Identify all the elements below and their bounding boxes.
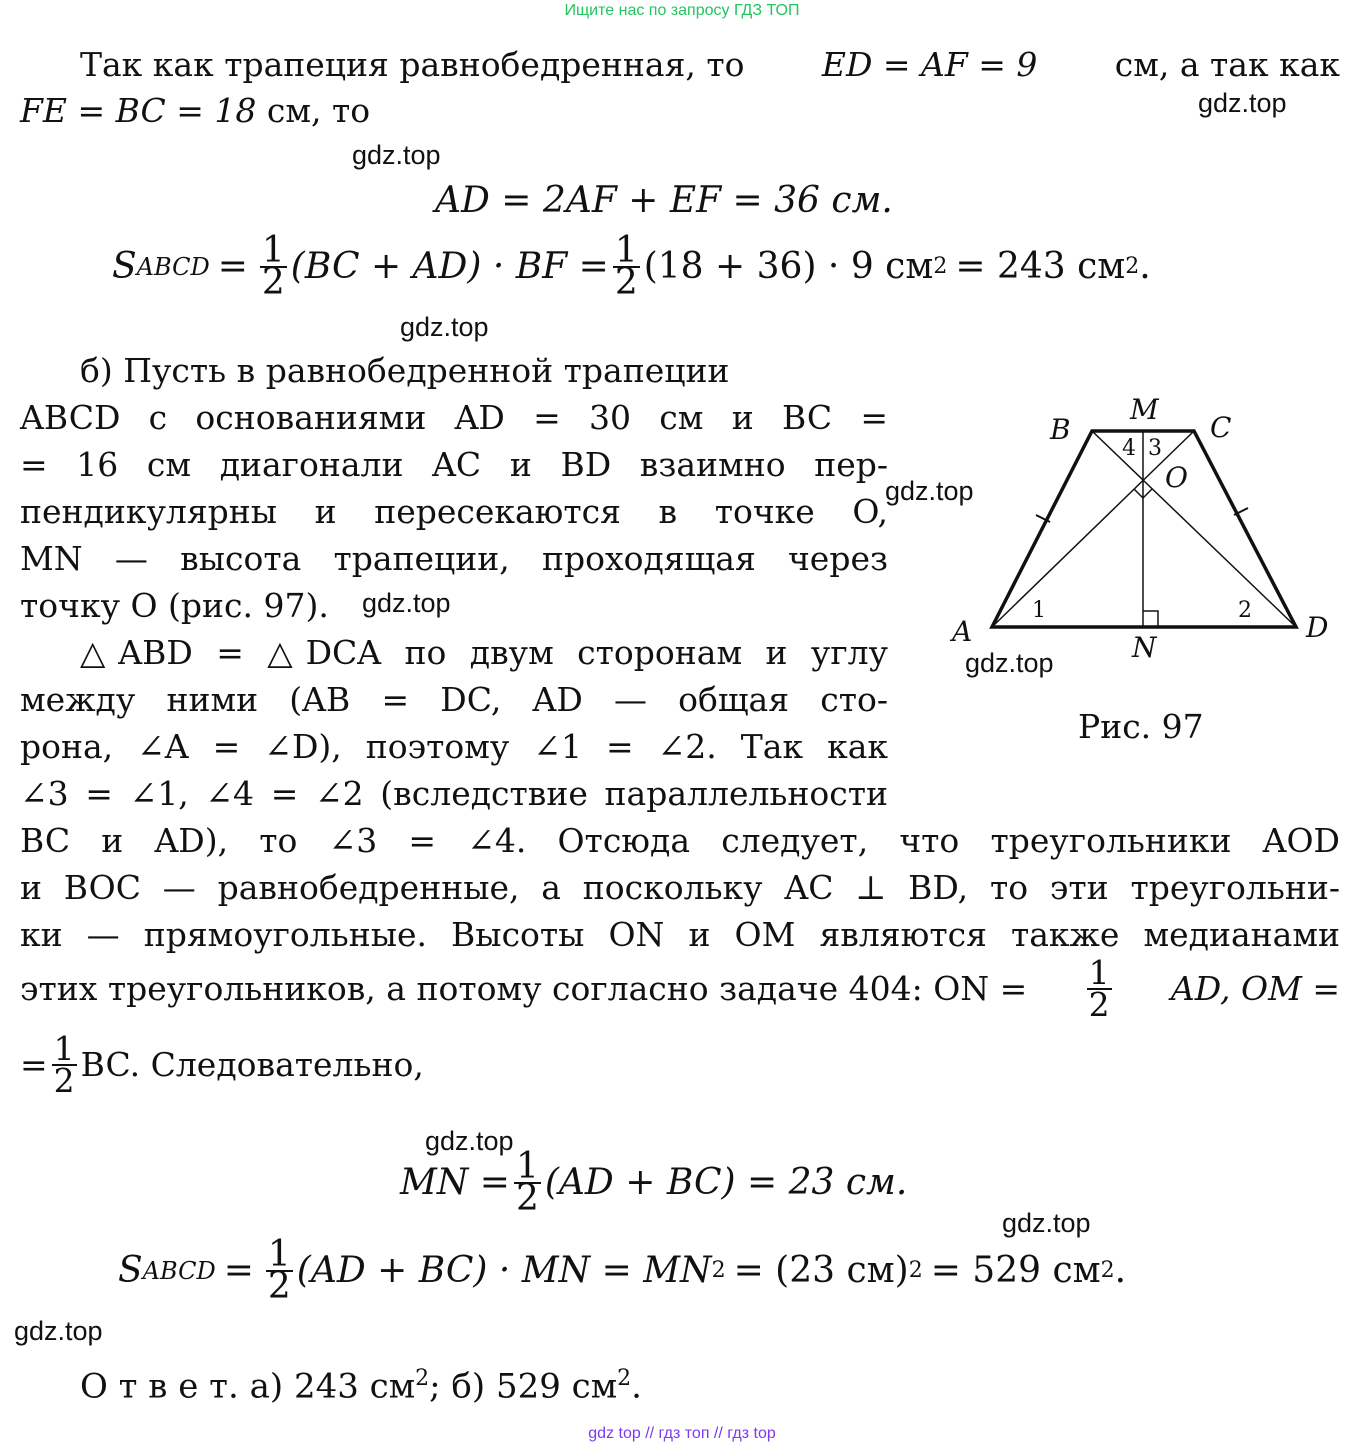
line-text: AD, OM = (1170, 969, 1340, 1008)
numerator: 1 (261, 230, 285, 271)
watermark[interactable]: gdz.top (1002, 1208, 1091, 1238)
denominator: 2 (267, 1266, 291, 1307)
line-text: и BOC — равнобедренные, а поскольку AC ⊥ BD, то эти треугольни- (20, 868, 1340, 907)
equation-part: = 529 см (930, 1250, 1101, 1291)
label-m: M (1130, 393, 1159, 426)
line (20, 775, 888, 822)
fraction (613, 230, 640, 303)
denominator: 2 (614, 262, 638, 303)
equation-part: (BC + AD) · BF = (290, 246, 609, 287)
line-text: ABCD с основаниями AD = 30 см и BC = (20, 398, 888, 437)
angle-1: 1 (1032, 598, 1046, 623)
line-text: рона, ∠A = ∠D), поэтому ∠1 = ∠2. Так как (20, 727, 888, 766)
superscript: 2 (1100, 1258, 1115, 1283)
symbol-s: S (112, 246, 137, 287)
equation-part: (AD + BC) · MN = MN (296, 1250, 712, 1291)
trapezoid-figure (940, 385, 1340, 685)
math: FE = BC = 18 (20, 91, 257, 130)
footer-links[interactable]: gdz top // гдз топ // гдз top (588, 1425, 776, 1442)
line-text: точку O (рис. 97). (20, 586, 329, 625)
subscript: ABCD (142, 1257, 216, 1285)
line-bc (20, 1029, 424, 1100)
period: . (1114, 1250, 1127, 1291)
line (20, 446, 888, 493)
text: см, то (266, 91, 371, 130)
superscript: 2 (415, 1366, 430, 1391)
paragraph-b-continued (20, 822, 1340, 963)
equation-part: (18 + 36) · 9 см (643, 246, 934, 287)
answer-label: О т в е т. (80, 1366, 239, 1407)
line (20, 493, 888, 540)
equation-part: = (23 см) (733, 1250, 909, 1291)
equals: = (223, 1250, 254, 1291)
line-on-om (20, 953, 1340, 1024)
equation-area-a (112, 230, 1151, 303)
watermark[interactable]: gdz.top (1198, 88, 1287, 118)
line (20, 822, 1340, 869)
line (20, 869, 1340, 916)
line (20, 399, 888, 446)
denominator: 2 (53, 1061, 75, 1100)
line (20, 540, 888, 587)
line (20, 728, 888, 775)
line-text: между ними (AB = DC, AD — общая сто- (20, 680, 888, 719)
superscript: 2 (908, 1258, 923, 1283)
period: . (1139, 246, 1151, 287)
watermark[interactable]: gdz.top (14, 1316, 103, 1346)
line-text: пендикулярны и пересекаются в точке O, (20, 492, 888, 531)
angle-3: 3 (1148, 436, 1162, 461)
equation-part: MN = (400, 1162, 510, 1203)
math: ED = AF = 9 (821, 45, 1038, 84)
watermark[interactable]: gdz.top (885, 476, 974, 506)
line-text: этих треугольников, а потому согласно задаче 404: ON = (20, 969, 1028, 1008)
line-text: = 16 см диагонали AC и BD взаимно пер- (20, 445, 888, 484)
equation-area-b (118, 1234, 1127, 1307)
paragraph-a-line2 (20, 92, 370, 130)
denominator: 2 (515, 1178, 539, 1219)
watermark[interactable]: gdz.top (352, 140, 441, 170)
equals: = (20, 1045, 48, 1084)
answer-b: ; б) 529 см (429, 1366, 618, 1407)
equation-ad (435, 182, 893, 220)
label-o: O (1165, 461, 1188, 494)
answer-line (80, 1360, 642, 1405)
label-b: B (1050, 413, 1071, 446)
line (20, 352, 888, 399)
fraction (266, 1234, 293, 1307)
label-a: A (952, 615, 973, 648)
line-text: ки — прямоугольные. Высоты ON и OM являются также медианами (20, 915, 1340, 954)
superscript: 2 (617, 1366, 632, 1391)
watermark[interactable]: gdz.top (362, 588, 451, 618)
watermark[interactable]: gdz.top (425, 1126, 514, 1156)
line-text: BC и AD), то ∠3 = ∠4. Отсюда следует, что треугольники AOD (20, 821, 1340, 860)
numerator: 1 (614, 230, 638, 271)
equation-part: = 243 см (955, 246, 1126, 287)
fraction (514, 1146, 541, 1219)
angle-2: 2 (1238, 598, 1252, 623)
top-banner[interactable]: Ищите нас по запросу ГДЗ ТОП (564, 2, 800, 19)
line (20, 634, 888, 681)
superscript: 2 (933, 254, 948, 279)
angle-4: 4 (1122, 436, 1136, 461)
line-text: △ABD = △DCA по двум сторонам и углу (80, 633, 888, 672)
line-text: MN — высота трапеции, проходящая через (20, 539, 888, 578)
equation-text: AD = 2AF + EF = 36 см. (435, 180, 893, 221)
subscript: ABCD (136, 253, 210, 281)
numerator: 1 (267, 1234, 291, 1275)
denominator: 2 (261, 262, 285, 303)
numerator: 1 (1088, 953, 1110, 992)
paragraph-b (20, 352, 888, 822)
fraction (52, 1029, 77, 1100)
superscript: 2 (711, 1258, 726, 1283)
equals: = (217, 246, 248, 287)
answer-end: . (631, 1366, 642, 1407)
fraction (260, 230, 287, 303)
line-text: ∠3 = ∠1, ∠4 = ∠2 (вследствие параллельности (20, 774, 888, 813)
label-n: N (1132, 631, 1157, 664)
numerator: 1 (53, 1029, 75, 1068)
line-text: BC. Следовательно, (80, 1045, 424, 1084)
symbol-s: S (118, 1250, 143, 1291)
fraction (1087, 953, 1112, 1024)
text: см, а так как (1114, 45, 1340, 84)
line (20, 916, 1340, 963)
equation-part: (AD + BC) = 23 см. (544, 1162, 908, 1203)
label-d: D (1306, 611, 1329, 644)
diagonal-ac (992, 431, 1194, 627)
line (20, 587, 888, 634)
paragraph-a-line1 (20, 46, 1340, 84)
answer-a: а) 243 см (249, 1366, 416, 1407)
equation-mn (400, 1146, 908, 1219)
denominator: 2 (1088, 985, 1110, 1024)
superscript: 2 (1125, 254, 1140, 279)
figure-caption: Рис. 97 (1078, 707, 1204, 746)
right-angle-n (1143, 611, 1158, 627)
line (20, 681, 888, 728)
numerator: 1 (515, 1146, 539, 1187)
watermark[interactable]: gdz.top (965, 648, 1054, 678)
label-c: C (1210, 411, 1232, 444)
text: Так как трапеция равнобедренная, то (80, 45, 745, 84)
line-text: б) Пусть в равнобедренной трапеции (80, 351, 730, 390)
watermark[interactable]: gdz.top (400, 312, 489, 342)
